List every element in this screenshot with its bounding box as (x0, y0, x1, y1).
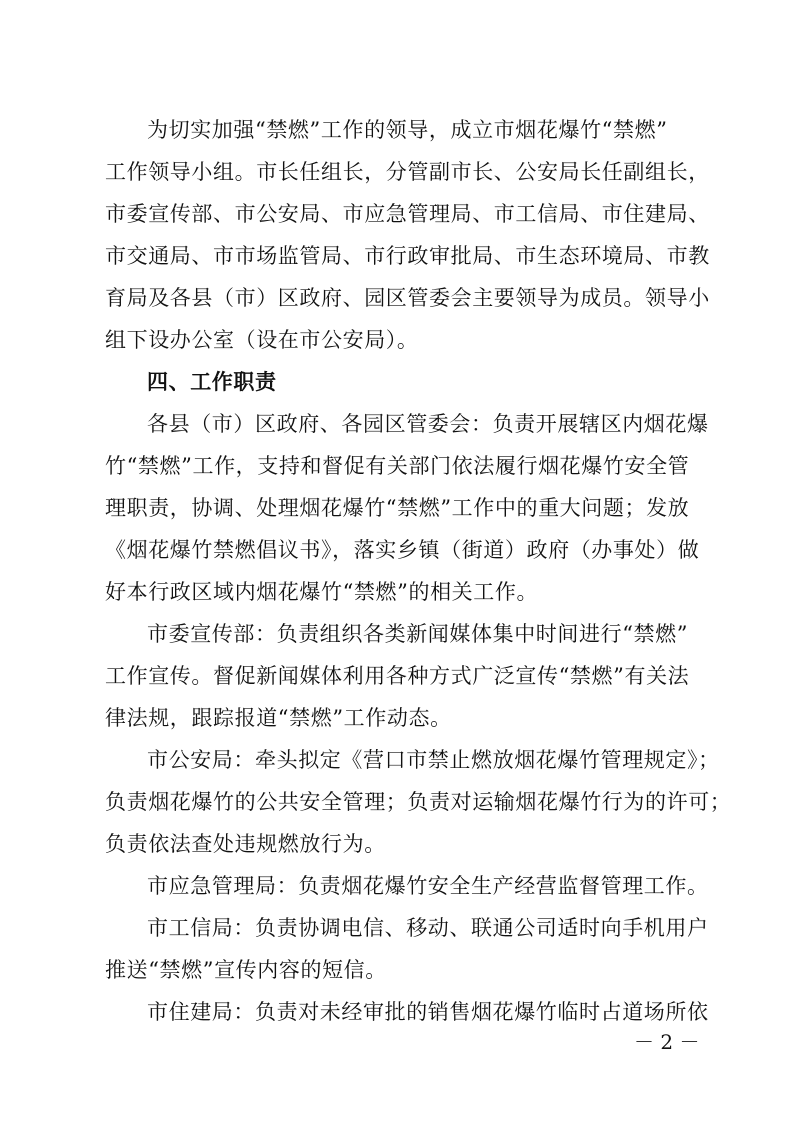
paragraph-line: 组下设办公室（设在市公安局）。 (105, 328, 419, 352)
paragraph-line: 律法规，跟踪报道“禁燃”工作动态。 (105, 706, 452, 730)
paragraph-line: 负责依法查处违规燃放行为。 (105, 832, 386, 856)
paragraph-line: 工作领导小组。市长任组长，分管副市长、公安局长任副组长， (105, 160, 710, 184)
paragraph-line: 市应急管理局：负责烟花爆竹安全生产经营监督管理工作。 (147, 874, 709, 898)
paragraph-line: 市工信局：负责协调电信、移动、联通公司适时向手机用户 (147, 916, 709, 940)
paragraph-line: 负责烟花爆竹的公共安全管理；负责对运输烟花爆竹行为的许可； (105, 790, 732, 814)
paragraph-line: 市委宣传部、市公安局、市应急管理局、市工信局、市住建局、 (105, 202, 710, 226)
paragraph-line: 好本行政区域内烟花爆竹“禁燃”的相关工作。 (105, 580, 539, 604)
paragraph-line: 工作宣传。督促新闻媒体利用各种方式广泛宣传“禁燃”有关法 (105, 664, 690, 688)
paragraph-line: 各县（市）区政府、各园区管委会：负责开展辖区内烟花爆 (147, 412, 709, 436)
paragraph-line: 竹“禁燃”工作，支持和督促有关部门依法履行烟花爆竹安全管 (105, 454, 690, 478)
paragraph-line: 《烟花爆竹禁燃倡议书》，落实乡镇（街道）政府（办事处）做 (105, 538, 700, 562)
paragraph-line: 为切实加强“禁燃”工作的领导，成立市烟花爆竹“禁燃” (147, 118, 668, 142)
paragraph-line: 市交通局、市市场监管局、市行政审批局、市生态环境局、市教 (105, 244, 710, 268)
page-number: － 2 － (634, 1030, 700, 1054)
paragraph-line: 市住建局：负责对未经审批的销售烟花爆竹临时占道场所依 (147, 1000, 709, 1024)
paragraph-line: 市委宣传部：负责组织各类新闻媒体集中时间进行“禁燃” (147, 622, 689, 646)
section-heading: 四、工作职责 (147, 370, 277, 394)
paragraph-line: 育局及各县（市）区政府、园区管委会主要领导为成员。领导小 (105, 286, 710, 310)
paragraph-line: 推送“禁燃”宣传内容的短信。 (105, 958, 387, 982)
paragraph-line: 理职责，协调、处理烟花爆竹“禁燃”工作中的重大问题；发放 (105, 496, 690, 520)
paragraph-line: 市公安局：牵头拟定《营口市禁止燃放烟花爆竹管理规定》； (147, 748, 720, 772)
